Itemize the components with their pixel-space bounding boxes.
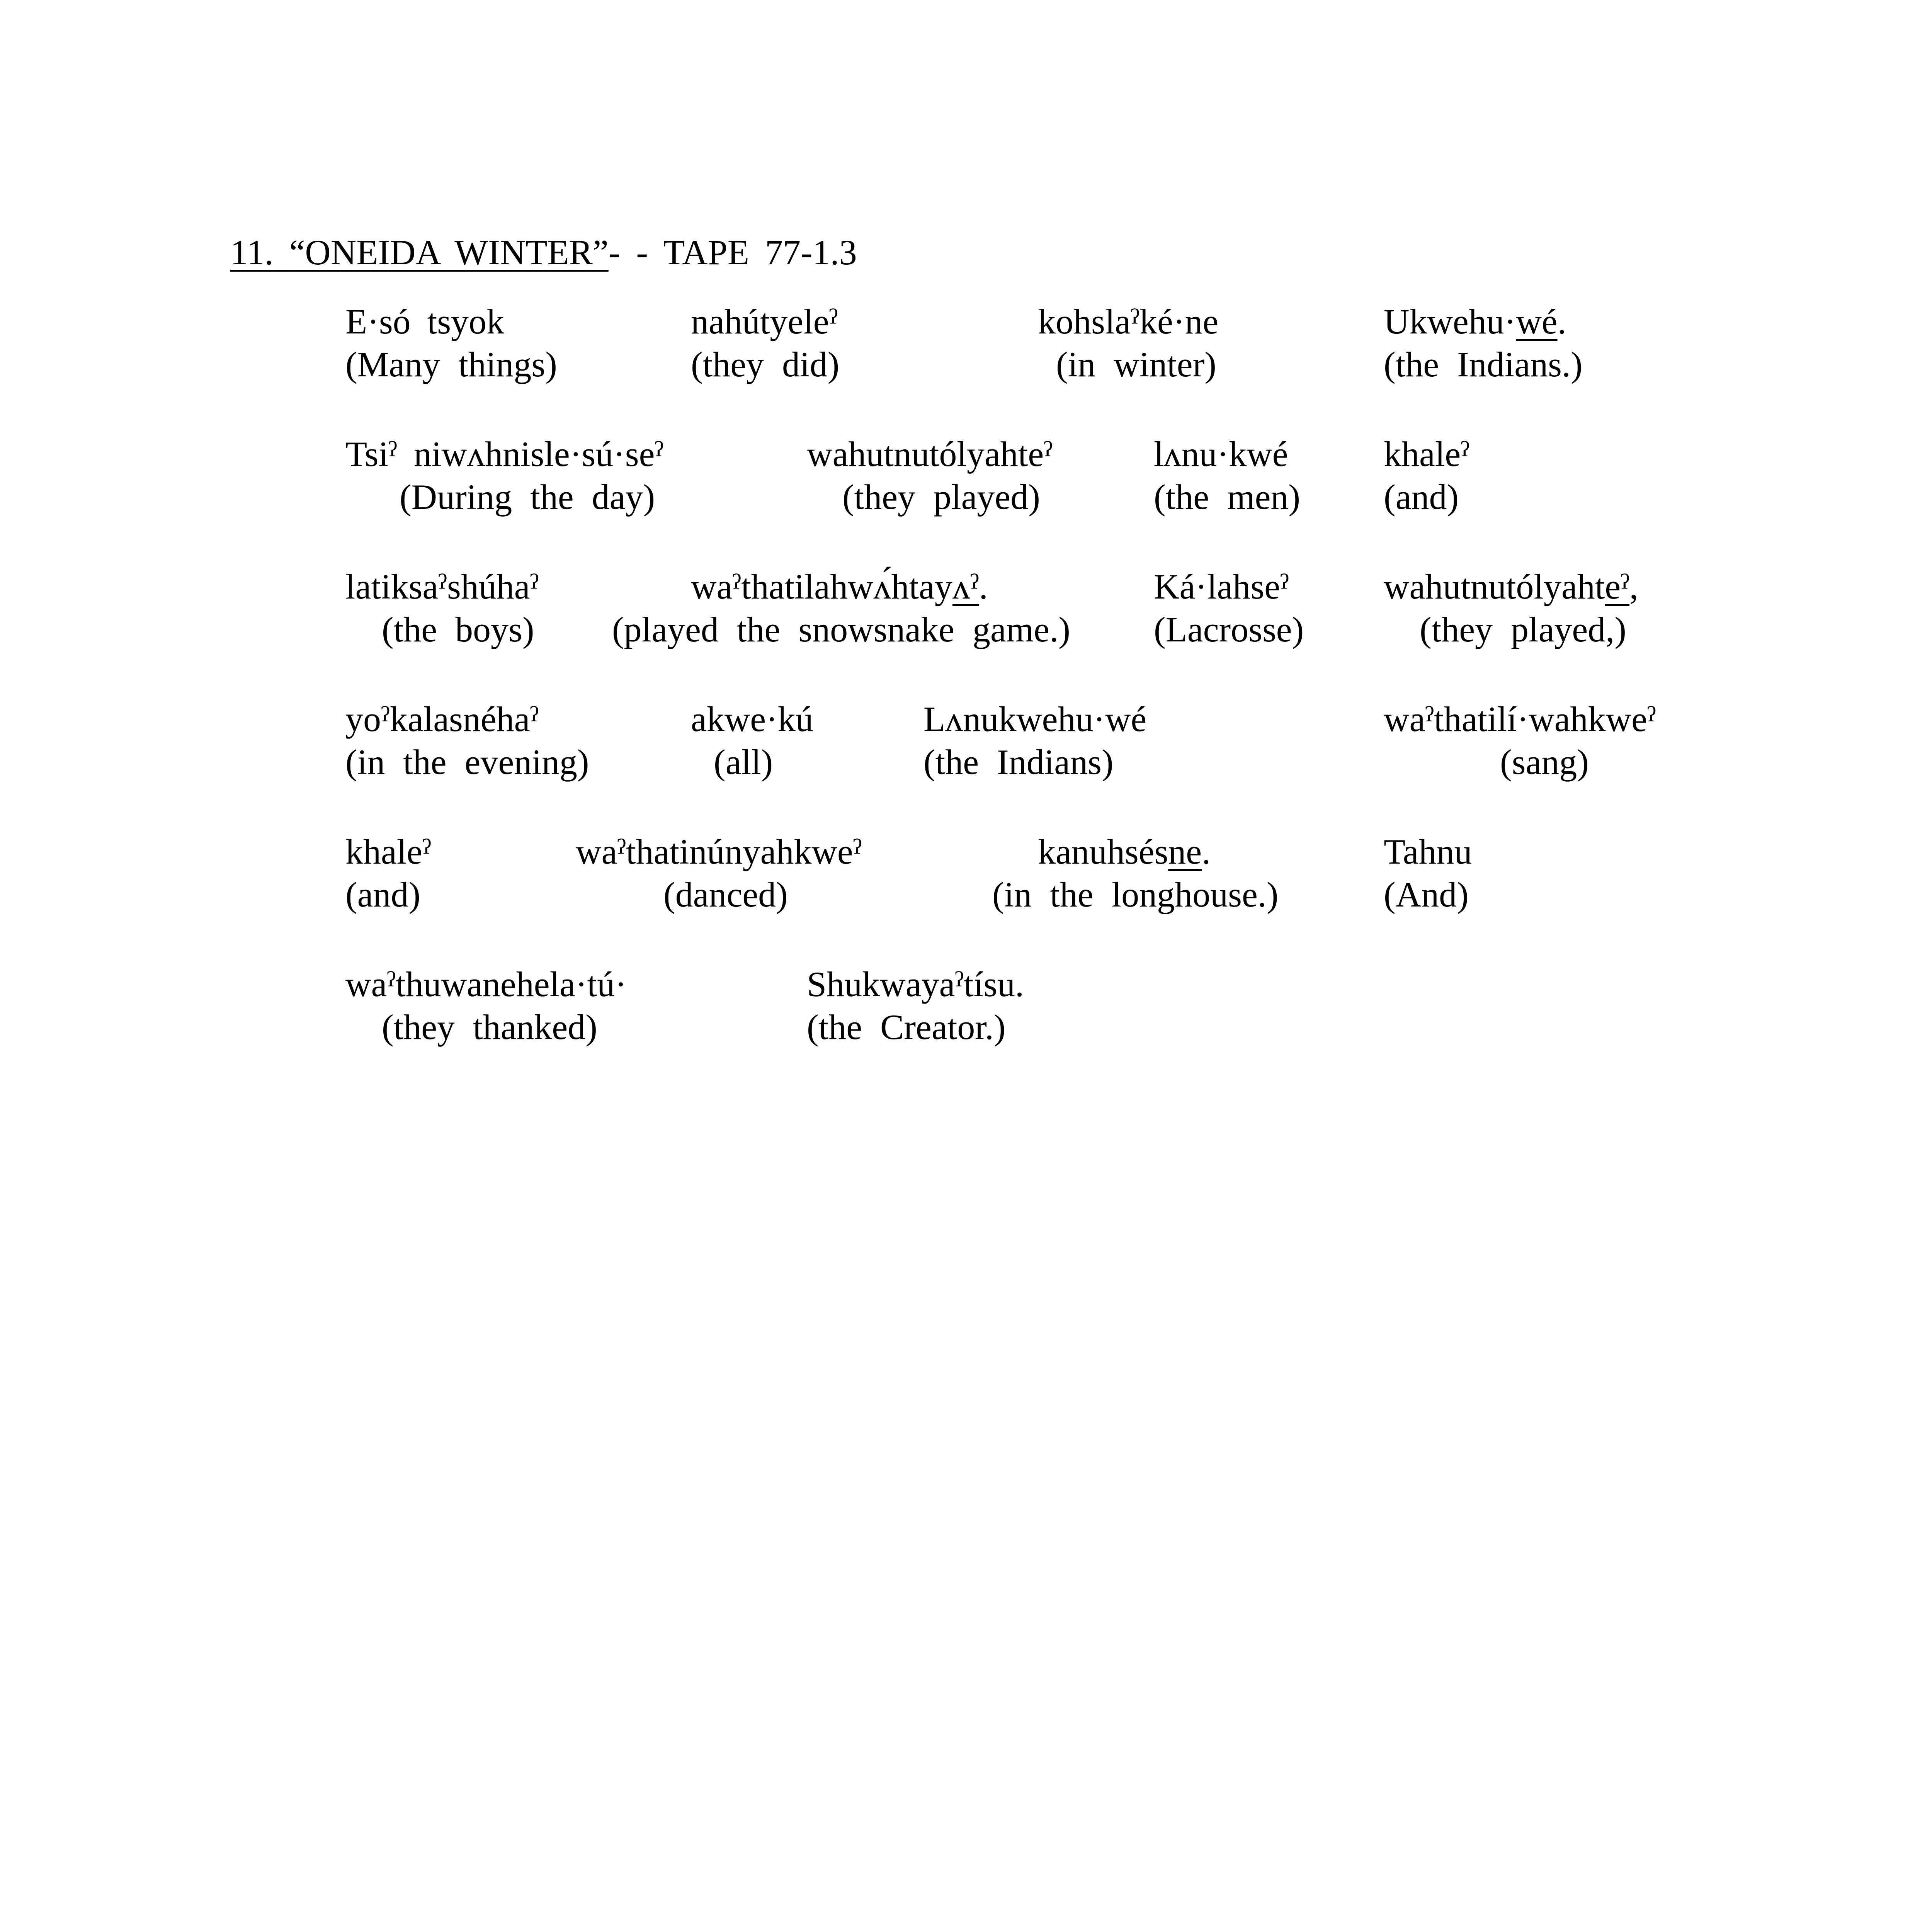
english-gloss: (During the day) [400, 477, 655, 517]
oneida-word: Ukwehu·wé. [1384, 302, 1566, 341]
oneida-word: kanuhsésne. [1038, 832, 1211, 871]
english-gloss: (danced) [663, 875, 788, 914]
oneida-word: khaleˀ [1384, 434, 1470, 474]
oneida-word: Tsiˀ niwʌhnisle·sú·seˀ [345, 434, 664, 474]
oneida-word: Lʌnukwehu·wé [923, 699, 1147, 739]
english-gloss: (all) [714, 742, 773, 782]
english-gloss: (the Indians) [923, 742, 1114, 782]
heading-suffix: - - TAPE 77-1.3 [608, 233, 857, 272]
oneida-word: waˀthatilahwʌ́htayʌˀ. [691, 567, 988, 606]
english-gloss: (and) [1384, 477, 1459, 517]
oneida-word: wahutnutólyahteˀ [807, 434, 1053, 474]
english-gloss: (Many things) [345, 345, 557, 384]
english-gloss: (in the evening) [345, 742, 589, 782]
document-heading [230, 231, 857, 274]
oneida-word: Ká·lahseˀ [1154, 567, 1289, 606]
english-gloss: (the men) [1154, 477, 1301, 517]
oneida-word: latiksaˀshúhaˀ [345, 567, 539, 606]
english-gloss: (in winter) [1056, 345, 1216, 384]
english-gloss: (they played) [842, 477, 1040, 517]
english-gloss: (sang) [1500, 742, 1589, 782]
english-gloss: (in the longhouse.) [992, 875, 1279, 914]
oneida-word: khaleˀ [345, 832, 432, 871]
english-gloss: (the boys) [382, 610, 534, 649]
english-gloss: (they thanked) [382, 1007, 597, 1047]
oneida-word: Shukwayaˀtísu. [807, 964, 1024, 1004]
heading-underlined [230, 233, 609, 272]
english-gloss: (the Indians.) [1384, 345, 1583, 384]
english-gloss: (and) [345, 875, 421, 914]
english-gloss: (And) [1384, 875, 1469, 914]
oneida-word: kohslaˀké·ne [1038, 302, 1219, 341]
oneida-word: akwe·kú [691, 699, 813, 739]
oneida-word: yoˀkalasnéhaˀ [345, 699, 539, 739]
oneida-word: lʌnu·kwé [1154, 434, 1288, 474]
heading-number: 11. [230, 233, 274, 272]
heading-title: “ONEIDA WINTER” [289, 233, 609, 272]
oneida-word: waˀthatinúnyahkweˀ [576, 832, 862, 871]
oneida-word: wahutnutólyahteˀ, [1384, 567, 1639, 606]
english-gloss: (Lacrosse) [1154, 610, 1304, 649]
english-gloss: (the Creator.) [807, 1007, 1006, 1047]
english-gloss: (played the snowsnake game.) [612, 610, 1070, 649]
english-gloss: (they played,) [1420, 610, 1626, 649]
oneida-word: waˀthatilí·wahkweˀ [1384, 699, 1656, 739]
oneida-word: nahútyeleˀ [691, 302, 838, 341]
english-gloss: (they did) [691, 345, 840, 384]
oneida-word: waˀthuwanehela·tú· [345, 964, 627, 1004]
oneida-word: E·só tsyok [345, 302, 504, 341]
oneida-word: Tahnu [1384, 832, 1472, 871]
